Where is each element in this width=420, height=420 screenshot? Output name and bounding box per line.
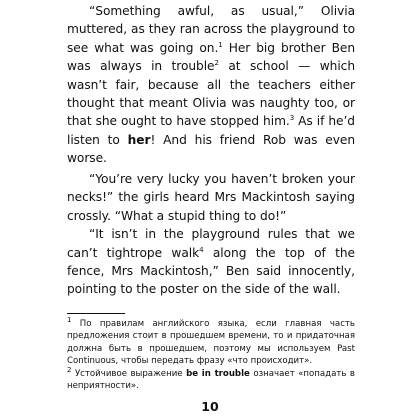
paragraph: “You’re very lucky you haven’t broken your necks!” the girls heard Mrs Mackintosh saying crossly. “What a stupid thing to do!” xyxy=(67,172,355,223)
main-text-bottom xyxy=(67,170,355,299)
text-run: along the top of the fence, Mrs Mackintosh,” Ben said innocently, pointing to the poster on the side of the wall. xyxy=(67,245,355,297)
footnote-text: Устойчивое выражение xyxy=(71,368,187,379)
emphasis-text: her xyxy=(127,132,151,147)
main-text-top xyxy=(67,2,355,168)
footnote-text: По правилам английского языка, если главная часть предложения стоит в прошедшем времени, то и придаточная должна быть в прошедшем, поэтому мы используем Past Continuous, чтобы передать фразу «что происходит». xyxy=(67,319,355,367)
footnote-text: означает «попадать в неприятности». xyxy=(67,368,355,392)
paragraph xyxy=(67,2,355,168)
text-run: Her big brother Ben was always in trouble xyxy=(67,40,355,74)
text-run: As if he’d listen to xyxy=(67,114,355,147)
footnote-marker: 1 xyxy=(218,40,223,49)
footnote-divider xyxy=(67,313,125,314)
paragraph xyxy=(67,225,355,299)
footnote-1 xyxy=(67,318,355,368)
footnote-marker: 2 xyxy=(214,59,219,68)
footnote-marker: 4 xyxy=(199,245,204,254)
footnote-marker: 3 xyxy=(289,114,295,123)
page-number: 10 xyxy=(201,399,219,414)
footnote-emphasis: be in trouble xyxy=(186,368,250,379)
text-run: at school — which wasn’t fair, because all the teachers either thought that meant Olivia was naughty too, or that she ought to have stopped him. xyxy=(67,59,355,129)
text-run: “It isn’t in the playground rules that we can’t tightrope walk xyxy=(67,227,355,260)
footnotes xyxy=(67,318,355,392)
footnote-2 xyxy=(67,365,355,393)
text-run: “Something awful, as usual,” Olivia muttered, as they ran across the playground to see what was going on. xyxy=(67,4,355,55)
footnote-number: 1 xyxy=(67,316,72,325)
text-run: ! And his friend Rob was even worse. xyxy=(67,132,356,166)
footnote-number: 2 xyxy=(67,365,72,374)
